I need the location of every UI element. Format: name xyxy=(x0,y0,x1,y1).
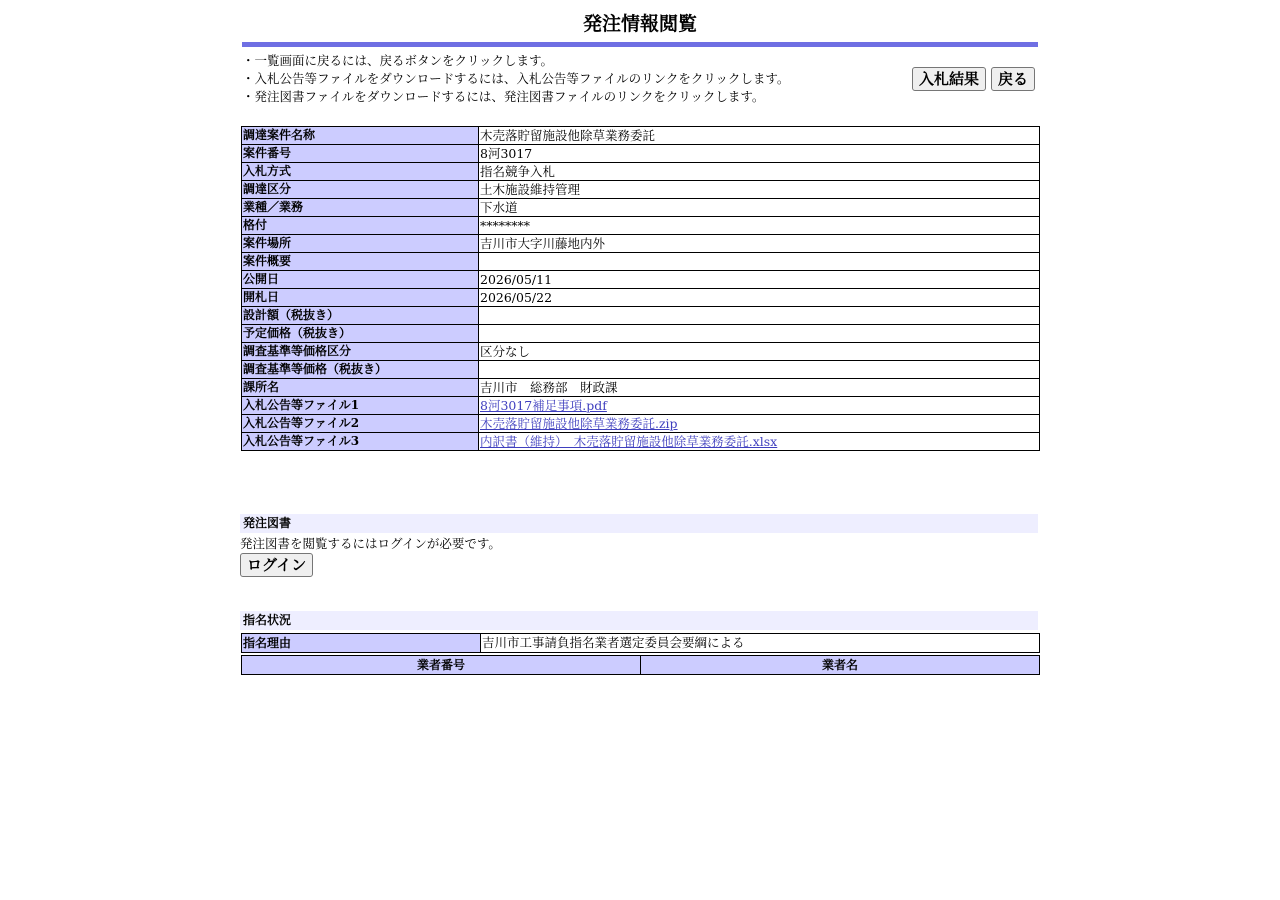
order-docs-heading: 発注図書 xyxy=(240,514,1038,533)
row-label: 入札公告等ファイル1 xyxy=(242,397,479,415)
row-value xyxy=(479,433,1040,451)
row-label: 開札日 xyxy=(242,289,479,307)
table-header-row xyxy=(242,656,1040,675)
table-row xyxy=(242,271,1040,289)
row-value xyxy=(479,397,1040,415)
table-row xyxy=(242,253,1040,271)
back-button[interactable]: 戻る xyxy=(991,67,1035,91)
row-label: 格付 xyxy=(242,217,479,235)
table-row xyxy=(242,634,1040,653)
row-value: 2026/05/22 xyxy=(479,289,1040,307)
row-label: 調達区分 xyxy=(242,181,479,199)
nomination-reason-table xyxy=(241,633,1040,653)
row-value: 木売落貯留施設他除草業務委託 xyxy=(479,127,1040,145)
table-row xyxy=(242,181,1040,199)
notice-file-1-link[interactable]: 8河3017補足事項.pdf xyxy=(480,398,607,413)
notice-file-3-link[interactable]: 内訳書（維持） 木売落貯留施設他除草業務委託.xlsx xyxy=(480,434,778,449)
table-row xyxy=(242,289,1040,307)
column-header-vendor-name: 業者名 xyxy=(641,656,1040,675)
row-value: 土木施設維持管理 xyxy=(479,181,1040,199)
table-row xyxy=(242,325,1040,343)
vendor-table xyxy=(241,655,1040,675)
table-row xyxy=(242,415,1040,433)
row-label: 入札公告等ファイル3 xyxy=(242,433,479,451)
row-value: 8河3017 xyxy=(479,145,1040,163)
instruction-back: ・一覧画面に戻るには、戻るボタンをクリックします。 xyxy=(242,53,554,68)
table-row xyxy=(242,199,1040,217)
login-required-note: 発注図書を閲覧するにはログインが必要です。 xyxy=(240,536,501,551)
row-label: 公開日 xyxy=(242,271,479,289)
nomination-reason-label: 指名理由 xyxy=(242,634,481,653)
table-row xyxy=(242,217,1040,235)
login-button[interactable]: ログイン xyxy=(240,553,313,577)
nomination-heading: 指名状況 xyxy=(240,611,1038,630)
case-info-table xyxy=(241,126,1040,451)
row-label: 案件場所 xyxy=(242,235,479,253)
row-label: 予定価格（税抜き） xyxy=(242,325,479,343)
column-header-vendor-number: 業者番号 xyxy=(242,656,641,675)
row-label: 調査基準等価格区分 xyxy=(242,343,479,361)
row-value xyxy=(479,253,1040,271)
table-row xyxy=(242,127,1040,145)
row-value: 吉川市大字川藤地内外 xyxy=(479,235,1040,253)
row-value: 吉川市 総務部 財政課 xyxy=(479,379,1040,397)
row-label: 入札公告等ファイル2 xyxy=(242,415,479,433)
table-row xyxy=(242,397,1040,415)
row-label: 課所名 xyxy=(242,379,479,397)
bid-result-button[interactable]: 入札結果 xyxy=(912,67,986,91)
nomination-reason-value: 吉川市工事請負指名業者選定委員会要綱による xyxy=(481,634,1040,653)
row-label: 調達案件名称 xyxy=(242,127,479,145)
row-value: 2026/05/11 xyxy=(479,271,1040,289)
row-label: 調査基準等価格（税抜き） xyxy=(242,361,479,379)
row-label: 設計額（税抜き） xyxy=(242,307,479,325)
row-label: 案件番号 xyxy=(242,145,479,163)
row-value xyxy=(479,307,1040,325)
row-label: 入札方式 xyxy=(242,163,479,181)
table-row xyxy=(242,361,1040,379)
table-row xyxy=(242,343,1040,361)
table-row xyxy=(242,235,1040,253)
row-label: 業種／業務 xyxy=(242,199,479,217)
row-value: 下水道 xyxy=(479,199,1040,217)
row-value xyxy=(479,415,1040,433)
row-value: 区分なし xyxy=(479,343,1040,361)
notice-file-2-link[interactable]: 木売落貯留施設他除草業務委託.zip xyxy=(480,416,678,431)
row-value: 指名競争入札 xyxy=(479,163,1040,181)
table-row xyxy=(242,307,1040,325)
table-row xyxy=(242,163,1040,181)
instructions-list xyxy=(242,52,882,106)
instruction-notice-download: ・入札公告等ファイルをダウンロードするには、入札公告等ファイルのリンクをクリックします。 xyxy=(242,71,790,86)
row-value xyxy=(479,325,1040,343)
row-value: ******** xyxy=(479,217,1040,235)
title-divider xyxy=(242,42,1038,47)
row-value xyxy=(479,361,1040,379)
table-row xyxy=(242,433,1040,451)
row-label: 案件概要 xyxy=(242,253,479,271)
page-title: 発注情報閲覧 xyxy=(582,13,697,35)
instruction-docs-download: ・発注図書ファイルをダウンロードするには、発注図書ファイルのリンクをクリックします。 xyxy=(242,89,765,104)
table-row xyxy=(242,145,1040,163)
table-row xyxy=(242,379,1040,397)
